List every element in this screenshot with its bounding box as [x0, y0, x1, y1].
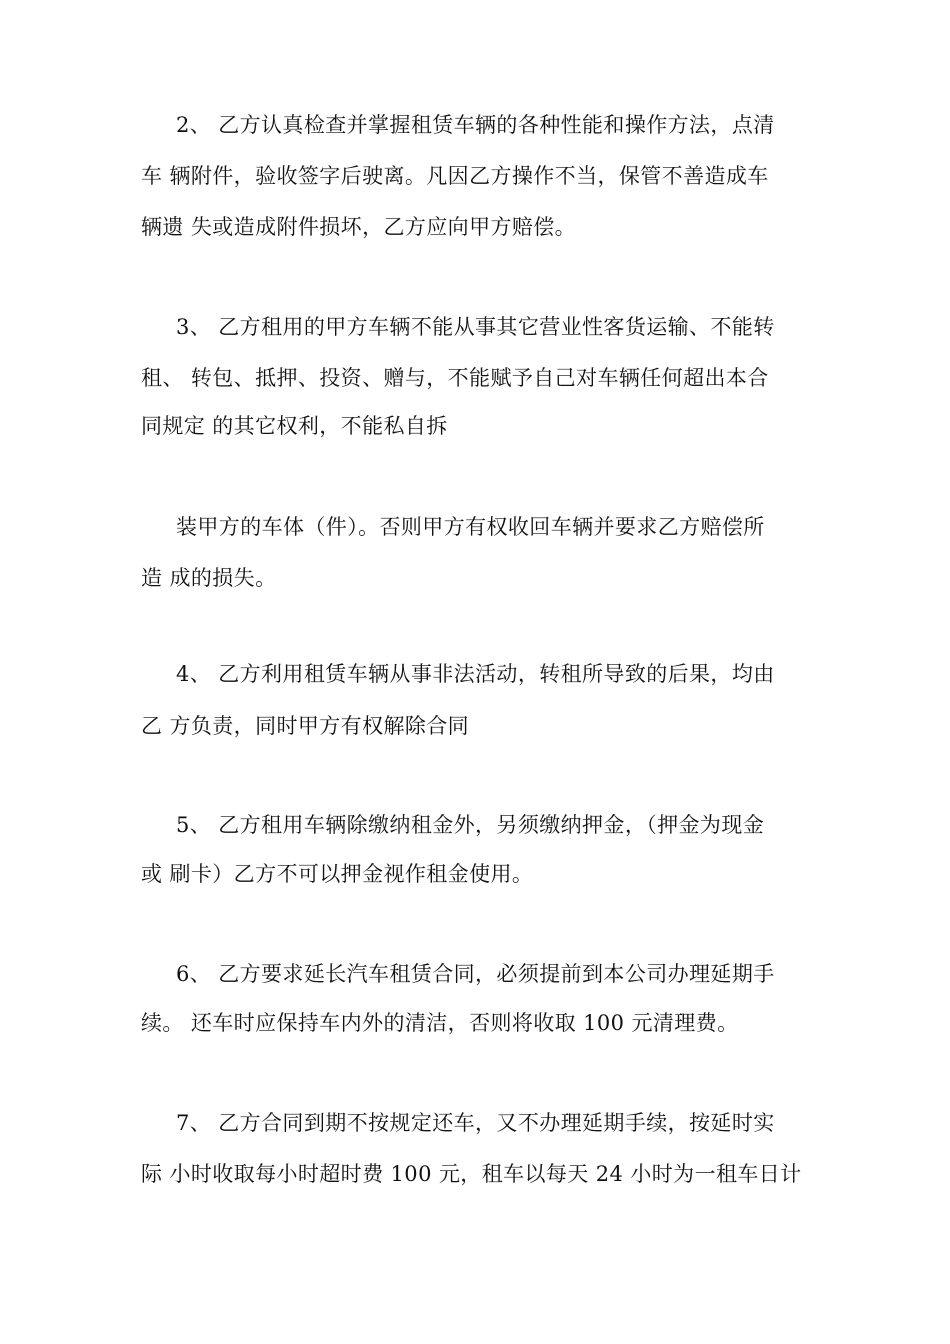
paragraph-6-line-2: 续。 还车时应保持车内外的清洁，否则将收取 100 元清理费。 — [141, 1011, 739, 1035]
paragraph-5-line-2: 或 刷卡）乙方不可以押金视作租金使用。 — [141, 862, 534, 886]
paragraph-6-line-1: 6、 乙方要求延长汽车租赁合同，必须提前到本公司办理延期手 — [176, 962, 775, 986]
paragraph-2-line-1: 2、 乙方认真检查并掌握租赁车辆的各种性能和操作方法，点清 — [176, 113, 775, 137]
paragraph-2-line-3: 辆遗 失或造成附件损坏，乙方应向甲方赔偿。 — [141, 215, 577, 239]
paragraph-3-line-2: 租、 转包、抵押、投资、赠与，不能赋予自己对车辆任何超出本合 — [141, 366, 769, 390]
paragraph-4-line-2: 乙 方负责，同时甲方有权解除合同 — [141, 714, 470, 738]
paragraph-continuation-line-2: 造 成的损失。 — [141, 566, 277, 590]
paragraph-5-line-1: 5、 乙方租用车辆除缴纳租金外，另须缴纳押金，（押金为现金 — [176, 813, 765, 837]
paragraph-4-line-1: 4、 乙方利用租赁车辆从事非法活动，转租所导致的后果，均由 — [176, 662, 775, 686]
paragraph-7-line-2: 际 小时收取每小时超时费 100 元，租车以每天 24 小时为一租车日计 — [141, 1162, 802, 1186]
paragraph-continuation-line-1: 装甲方的车体（件）。否则甲方有权收回车辆并要求乙方赔偿所 — [176, 515, 765, 539]
paragraph-2-line-2: 车 辆附件，验收签字后驶离。凡因乙方操作不当，保管不善造成车 — [141, 164, 769, 188]
paragraph-3-line-1: 3、 乙方租用的甲方车辆不能从事其它营业性客货运输、不能转 — [176, 315, 775, 339]
paragraph-7-line-1: 7、 乙方合同到期不按规定还车，又不办理延期手续，按延时实 — [176, 1111, 775, 1135]
paragraph-3-line-3: 同规定 的其它权利，不能私自拆 — [141, 414, 448, 438]
